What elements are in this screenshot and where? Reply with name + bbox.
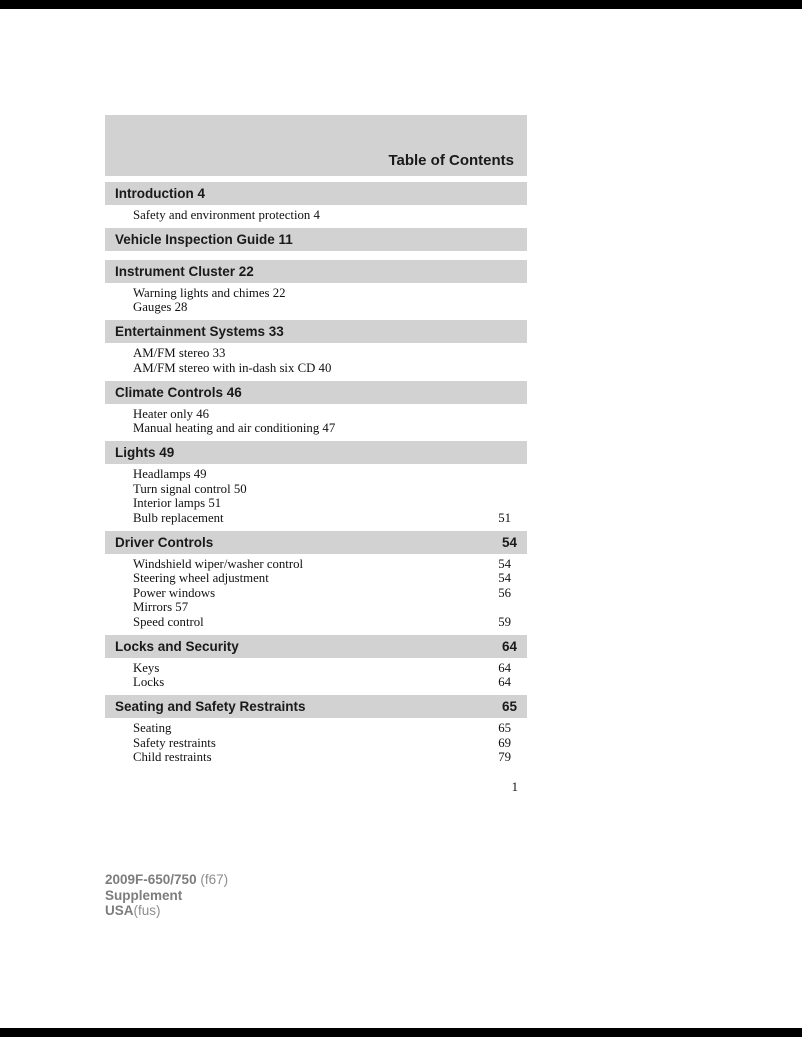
section-driver-controls (105, 531, 527, 635)
section-item-list (105, 283, 527, 321)
toc-item-label: Speed control (133, 614, 204, 629)
toc-item[interactable] (133, 586, 511, 601)
section-title: Locks and Security (115, 638, 239, 654)
toc-section-header[interactable] (105, 260, 527, 283)
section-entertainment-systems (105, 320, 527, 381)
toc-item-label: Locks (133, 675, 165, 689)
toc-item[interactable] (133, 300, 511, 315)
toc-item-page-number: 59 (498, 614, 511, 629)
toc-item[interactable] (133, 615, 511, 630)
section-title: Entertainment Systems 33 (115, 324, 284, 339)
section-page-number: 65 (501, 699, 517, 714)
section-instrument-cluster (105, 260, 527, 321)
toc-item-label: Gauges 28 (133, 300, 188, 314)
section-page-number: 64 (501, 638, 517, 654)
toc-item[interactable] (133, 557, 511, 572)
section-item-list (105, 658, 527, 696)
toc-item[interactable] (133, 361, 511, 376)
toc-section-header[interactable] (105, 695, 527, 718)
section-item-list (105, 554, 527, 635)
section-title: Seating and Safety Restraints (115, 699, 306, 714)
toc-item-label: Heater only 46 (133, 406, 210, 421)
toc-item-label: Headlamps 49 (133, 467, 207, 481)
toc-item-page-number: 79 (498, 750, 511, 764)
section-locks-and-security (105, 635, 527, 696)
section-page-number: 54 (501, 534, 517, 550)
footer-region-name: USA (105, 903, 134, 918)
toc-section-header[interactable] (105, 320, 527, 343)
section-introduction (105, 182, 527, 228)
section-title: Instrument Cluster 22 (115, 263, 254, 279)
footer-supplement-line (105, 888, 228, 904)
toc-item[interactable] (133, 407, 511, 422)
section-vehicle-inspection-guide (105, 228, 527, 260)
footer-region-line (105, 903, 228, 919)
toc-item[interactable] (133, 661, 511, 676)
toc-item-page-number: 64 (498, 660, 511, 675)
toc-item-label: Turn signal control 50 (133, 481, 247, 496)
toc-item[interactable] (133, 482, 511, 497)
toc-item-page-number: 65 (498, 721, 511, 735)
toc-item[interactable] (133, 421, 511, 436)
toc-item-page-number: 64 (498, 675, 511, 689)
toc-item-label: AM/FM stereo 33 (133, 346, 226, 360)
toc-item-label: Warning lights and chimes 22 (133, 285, 286, 300)
toc-item[interactable] (133, 571, 511, 586)
toc-item[interactable] (133, 511, 511, 526)
section-item-list (105, 464, 527, 531)
toc-item-page-number: 54 (498, 556, 511, 571)
page-title: Table of Contents (388, 152, 514, 169)
footer-supplement-label: Supplement (105, 887, 183, 903)
toc-page-content (105, 115, 527, 795)
section-item-list (105, 251, 527, 260)
toc-section-header[interactable] (105, 381, 527, 404)
toc-item-label: Safety restraints (133, 735, 216, 750)
toc-item[interactable] (133, 736, 511, 751)
toc-item-page-number: 51 (498, 510, 511, 525)
toc-item[interactable] (133, 467, 511, 482)
bottom-black-bar (0, 1028, 802, 1037)
toc-item-label: Interior lamps 51 (133, 496, 222, 510)
section-seating-and-safety-restraints (105, 695, 527, 770)
toc-section-header[interactable] (105, 228, 527, 251)
top-black-bar (0, 0, 802, 9)
toc-item-label: AM/FM stereo with in-dash six CD 40 (133, 360, 332, 375)
toc-item[interactable] (133, 496, 511, 511)
toc-item-label: Child restraints (133, 750, 212, 764)
toc-item-page-number: 54 (498, 571, 511, 585)
section-title: Introduction 4 (115, 186, 205, 201)
toc-section-header[interactable] (105, 635, 527, 658)
toc-item[interactable] (133, 600, 511, 615)
section-title: Climate Controls 46 (115, 384, 242, 400)
section-item-list (105, 343, 527, 381)
toc-item[interactable] (133, 208, 511, 223)
toc-item-label: Power windows (133, 585, 216, 600)
toc-item-label: Steering wheel adjustment (133, 571, 269, 585)
section-title: Vehicle Inspection Guide 11 (115, 232, 293, 247)
toc-item[interactable] (133, 675, 511, 690)
toc-item[interactable] (133, 346, 511, 361)
toc-item-label: Windshield wiper/washer control (133, 556, 304, 571)
section-lights (105, 441, 527, 531)
footer-model-name: 2009F-650/750 (105, 872, 197, 887)
footer-region-code: (fus) (133, 903, 161, 918)
toc-header-band (105, 115, 527, 176)
toc-item[interactable] (133, 750, 511, 765)
section-title: Driver Controls (115, 534, 214, 550)
toc-item-page-number: 69 (498, 735, 511, 750)
section-title: Lights 49 (115, 445, 175, 460)
toc-item-label: Keys (133, 660, 160, 675)
toc-item-label: Bulb replacement (133, 510, 224, 525)
toc-section-header[interactable] (105, 182, 527, 205)
toc-item[interactable] (133, 721, 511, 736)
toc-section-header[interactable] (105, 441, 527, 464)
section-item-list (105, 205, 527, 228)
section-climate-controls (105, 381, 527, 442)
document-footer (105, 872, 228, 919)
toc-item-label: Manual heating and air conditioning 47 (133, 421, 336, 435)
toc-item[interactable] (133, 286, 511, 301)
toc-item-label: Safety and environment protection 4 (133, 208, 320, 222)
toc-section-header[interactable] (105, 531, 527, 554)
footer-model-line (105, 872, 228, 888)
toc-item-page-number: 56 (498, 585, 511, 600)
section-item-list (105, 718, 527, 770)
section-item-list (105, 404, 527, 442)
footer-model-code: (f67) (196, 872, 229, 887)
toc-item-label: Seating (133, 721, 172, 735)
toc-item-label: Mirrors 57 (133, 600, 189, 614)
page-number: 1 (511, 780, 518, 794)
